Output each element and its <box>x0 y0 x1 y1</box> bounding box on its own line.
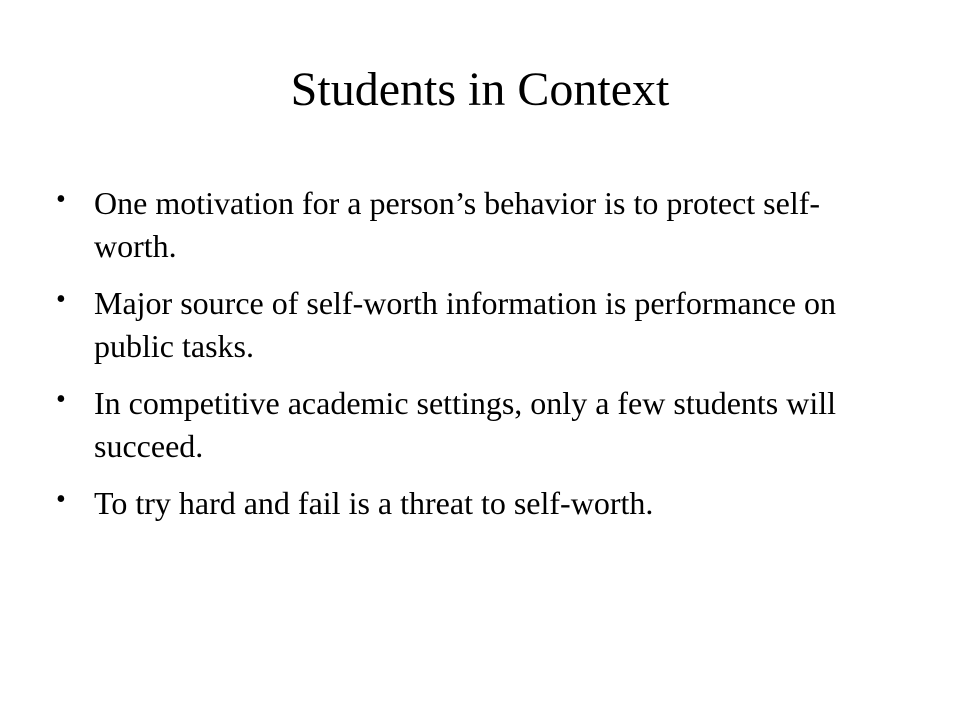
bullet-item <box>56 282 876 368</box>
bullet-marker: • <box>56 284 66 315</box>
bullet-item <box>56 382 876 468</box>
bullet-marker: • <box>56 484 66 515</box>
bullet-item <box>56 482 876 525</box>
bullet-text: One motivation for a person’s behavior is to protect self-worth. <box>94 185 821 264</box>
bullet-text: In competitive academic settings, only a few students will succeed. <box>94 385 837 464</box>
bullet-marker: • <box>56 384 66 415</box>
bullet-item <box>56 182 876 268</box>
bullet-list <box>56 182 876 539</box>
bullet-text: Major source of self-worth information is performance on public tasks. <box>94 285 836 364</box>
bullet-text: To try hard and fail is a threat to self-worth. <box>94 485 654 521</box>
slide-title: Students in Context <box>290 63 670 116</box>
bullet-marker: • <box>56 184 66 215</box>
